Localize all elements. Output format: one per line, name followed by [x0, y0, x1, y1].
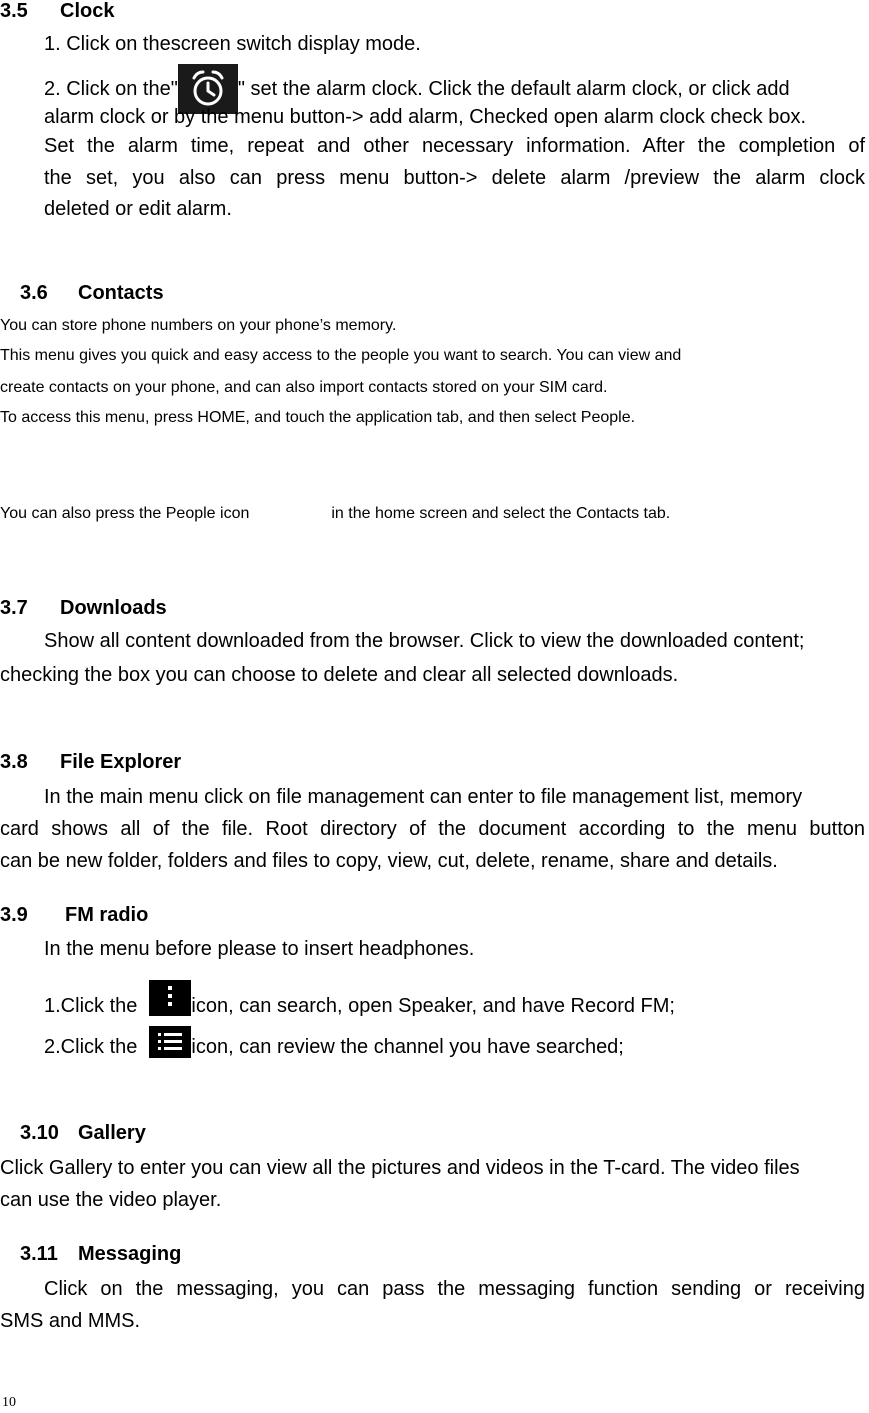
section-number: 3.9 [0, 904, 28, 926]
section-title: Clock [60, 0, 115, 22]
paragraph-line: 2.Click the icon, can review the channel you have searched; [44, 1026, 624, 1066]
section-number: 3.8 [0, 751, 28, 773]
paragraph-line: 2. Click on the" " set the alarm clock. Click the default alarm clock, or click add [44, 64, 790, 114]
paragraph-line: In the main menu click on file management can enter to file management list, memory [44, 786, 803, 808]
section-number: 3.5 [0, 0, 28, 22]
paragraph-line: 1. Click on thescreen switch display mode. [44, 33, 421, 55]
paragraph-line: deleted or edit alarm. [44, 198, 232, 220]
paragraph-line: create contacts on your phone, and can also import contacts stored on your SIM card. [0, 379, 608, 396]
paragraph-line: 1.Click the icon, can search, open Speaker, and have Record FM; [44, 980, 675, 1020]
menu-dots-icon [149, 980, 191, 1016]
section-title: Contacts [78, 282, 164, 304]
paragraph-line: can be new folder, folders and files to copy, view, cut, delete, rename, share and details. [0, 850, 778, 872]
paragraph-line: Show all content downloaded from the browser. Click to view the downloaded content; [44, 630, 805, 652]
section-number: 3.7 [0, 597, 28, 619]
section-title: File Explorer [60, 751, 182, 773]
section-heading-file-explorer [0, 751, 181, 774]
paragraph-line: Click Gallery to enter you can view all the pictures and videos in the T-card. The video files [0, 1157, 800, 1179]
paragraph-line: the set, you also can press menu button-> delete alarm /preview the alarm clock [44, 167, 865, 189]
section-heading-contacts [20, 282, 164, 305]
section-number: 3.10 [20, 1122, 59, 1144]
paragraph-line: alarm clock or by the menu button-> add alarm, Checked open alarm clock check box. [44, 106, 807, 128]
section-title: Messaging [78, 1243, 182, 1265]
section-title: Gallery [78, 1122, 146, 1144]
paragraph-line: You can also press the People icon in the home screen and select the Contacts tab. [0, 505, 671, 522]
section-number: 3.6 [20, 282, 48, 304]
paragraph-line: checking the box you can choose to delete and clear all selected downloads. [0, 664, 679, 686]
section-heading-downloads [0, 597, 167, 620]
channel-list-icon [149, 1026, 191, 1058]
section-title: Downloads [60, 597, 167, 619]
paragraph-line: Set the alarm time, repeat and other necessary information. After the completion of [44, 135, 865, 157]
paragraph-line: Click on the messaging, you can pass the messaging function sending or receiving [44, 1278, 865, 1300]
section-title: FM radio [65, 904, 149, 926]
paragraph-line: To access this menu, press HOME, and touch the application tab, and then select People. [0, 409, 636, 426]
section-number: 3.11 [20, 1243, 58, 1265]
section-heading-fm-radio [0, 904, 148, 927]
section-heading-clock [0, 0, 114, 23]
paragraph-line: can use the video player. [0, 1189, 222, 1211]
section-heading-messaging [20, 1243, 181, 1266]
paragraph-line: card shows all of the file. Root directory of the document according to the menu button [0, 818, 865, 840]
section-heading-gallery [20, 1122, 146, 1145]
page-number: 10 [2, 1395, 16, 1410]
paragraph-line: SMS and MMS. [0, 1310, 141, 1332]
paragraph-line: In the menu before please to insert headphones. [44, 938, 475, 960]
paragraph-line: This menu gives you quick and easy access to the people you want to search. You can view and [0, 347, 682, 364]
paragraph-line: You can store phone numbers on your phone’s memory. [0, 317, 397, 334]
